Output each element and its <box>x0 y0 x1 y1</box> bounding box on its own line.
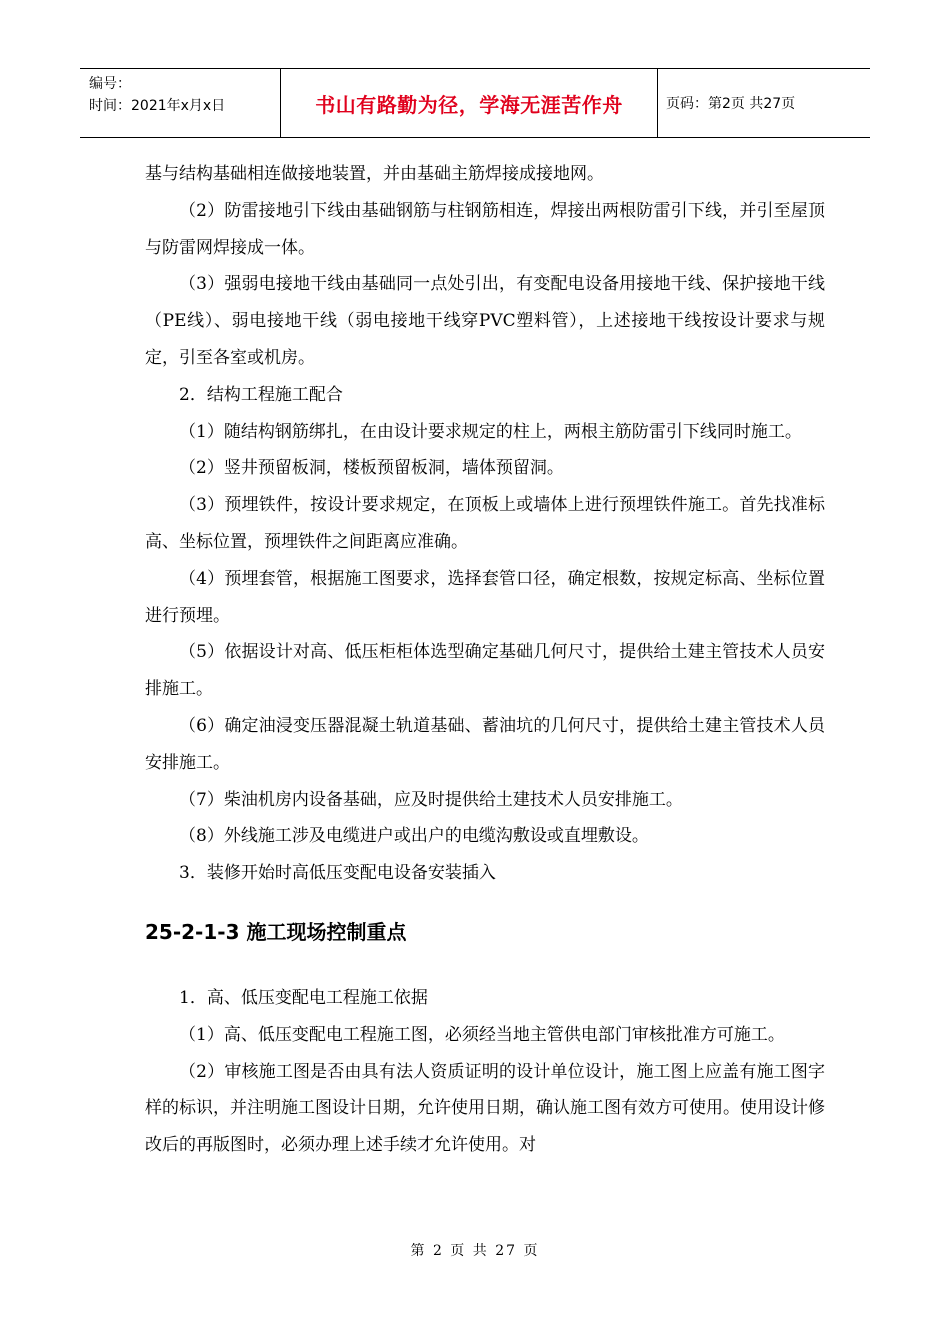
paragraph: （7）柴油机房内设备基础，应及时提供给土建技术人员安排施工。 <box>179 789 683 810</box>
paragraph: （6）确定油浸变压器混凝土轨道基础、蓄油坑的几何尺寸，提供给土建主管技术人员安排施工。 <box>145 715 825 773</box>
header-meta <box>80 69 281 137</box>
paragraph: 1．高、低压变配电工程施工依据 <box>179 987 428 1008</box>
document-number-label: 编号： <box>89 76 131 92</box>
document-date: 时间：2021年x月x日 <box>89 98 226 114</box>
header-page-info: 页码：第2页 共27页 <box>666 96 796 112</box>
paragraph: （3）强弱电接地干线由基础同一点处引出，有变配电设备用接地干线、保护接地干线（PE线）、弱电接地干线（弱电接地干线穿PVC塑料管），上述接地干线按设计要求与规定，引至各室或机房。 <box>145 274 825 368</box>
paragraph: （2）竖井预留板洞，楼板预留板洞，墙体预留洞。 <box>179 458 564 479</box>
paragraph: （2）审核施工图是否由具有法人资质证明的设计单位设计，施工图上应盖有施工图字样的标识，并注明施工图设计日期，允许使用日期，确认施工图有效方可使用。使用设计修改后的再版图时，必须办理上述手续才允许使用。对 <box>145 1061 825 1156</box>
page-header <box>80 68 870 138</box>
paragraph: （8）外线施工涉及电缆进户或出户的电缆沟敷设或直埋敷设。 <box>179 826 649 847</box>
section-heading: 25-2-1-3 施工现场控制重点 <box>145 919 407 944</box>
paragraph: （3）预埋铁件，按设计要求规定，在顶板上或墙体上进行预埋铁件施工。首先找准标高、坐标位置，预埋铁件之间距离应准确。 <box>145 495 825 552</box>
paragraph: 2．结构工程施工配合 <box>179 384 343 405</box>
paragraph: 3．装修开始时高低压变配电设备安装插入 <box>179 863 496 884</box>
paragraph: （5）依据设计对高、低压柜柜体选型确定基础几何尺寸，提供给土建主管技术人员安排施工。 <box>145 642 825 700</box>
paragraph: （1）随结构钢筋绑扎，在由设计要求规定的柱上，两根主筋防雷引下线同时施工。 <box>179 421 802 442</box>
paragraph: （4）预埋套管，根据施工图要求，选择套管口径，确定根数，按规定标高、坐标位置进行预埋。 <box>145 568 825 626</box>
paragraph: （2）防雷接地引下线由基础钢筋与柱钢筋相连，焊接出两根防雷引下线，并引至屋顶与防雷网焊接成一体。 <box>145 200 825 258</box>
paragraph: 基与结构基础相连做接地装置，并由基础主筋焊接成接地网。 <box>145 164 604 184</box>
page-footer: 第 2 页 共 27 页 <box>410 1243 540 1259</box>
header-motto: 书山有路勤为径，学海无涯苦作舟 <box>281 69 658 137</box>
document-body <box>145 156 825 1164</box>
paragraph: （1）高、低压变配电工程施工图，必须经当地主管供电部门审核批准方可施工。 <box>179 1024 785 1045</box>
